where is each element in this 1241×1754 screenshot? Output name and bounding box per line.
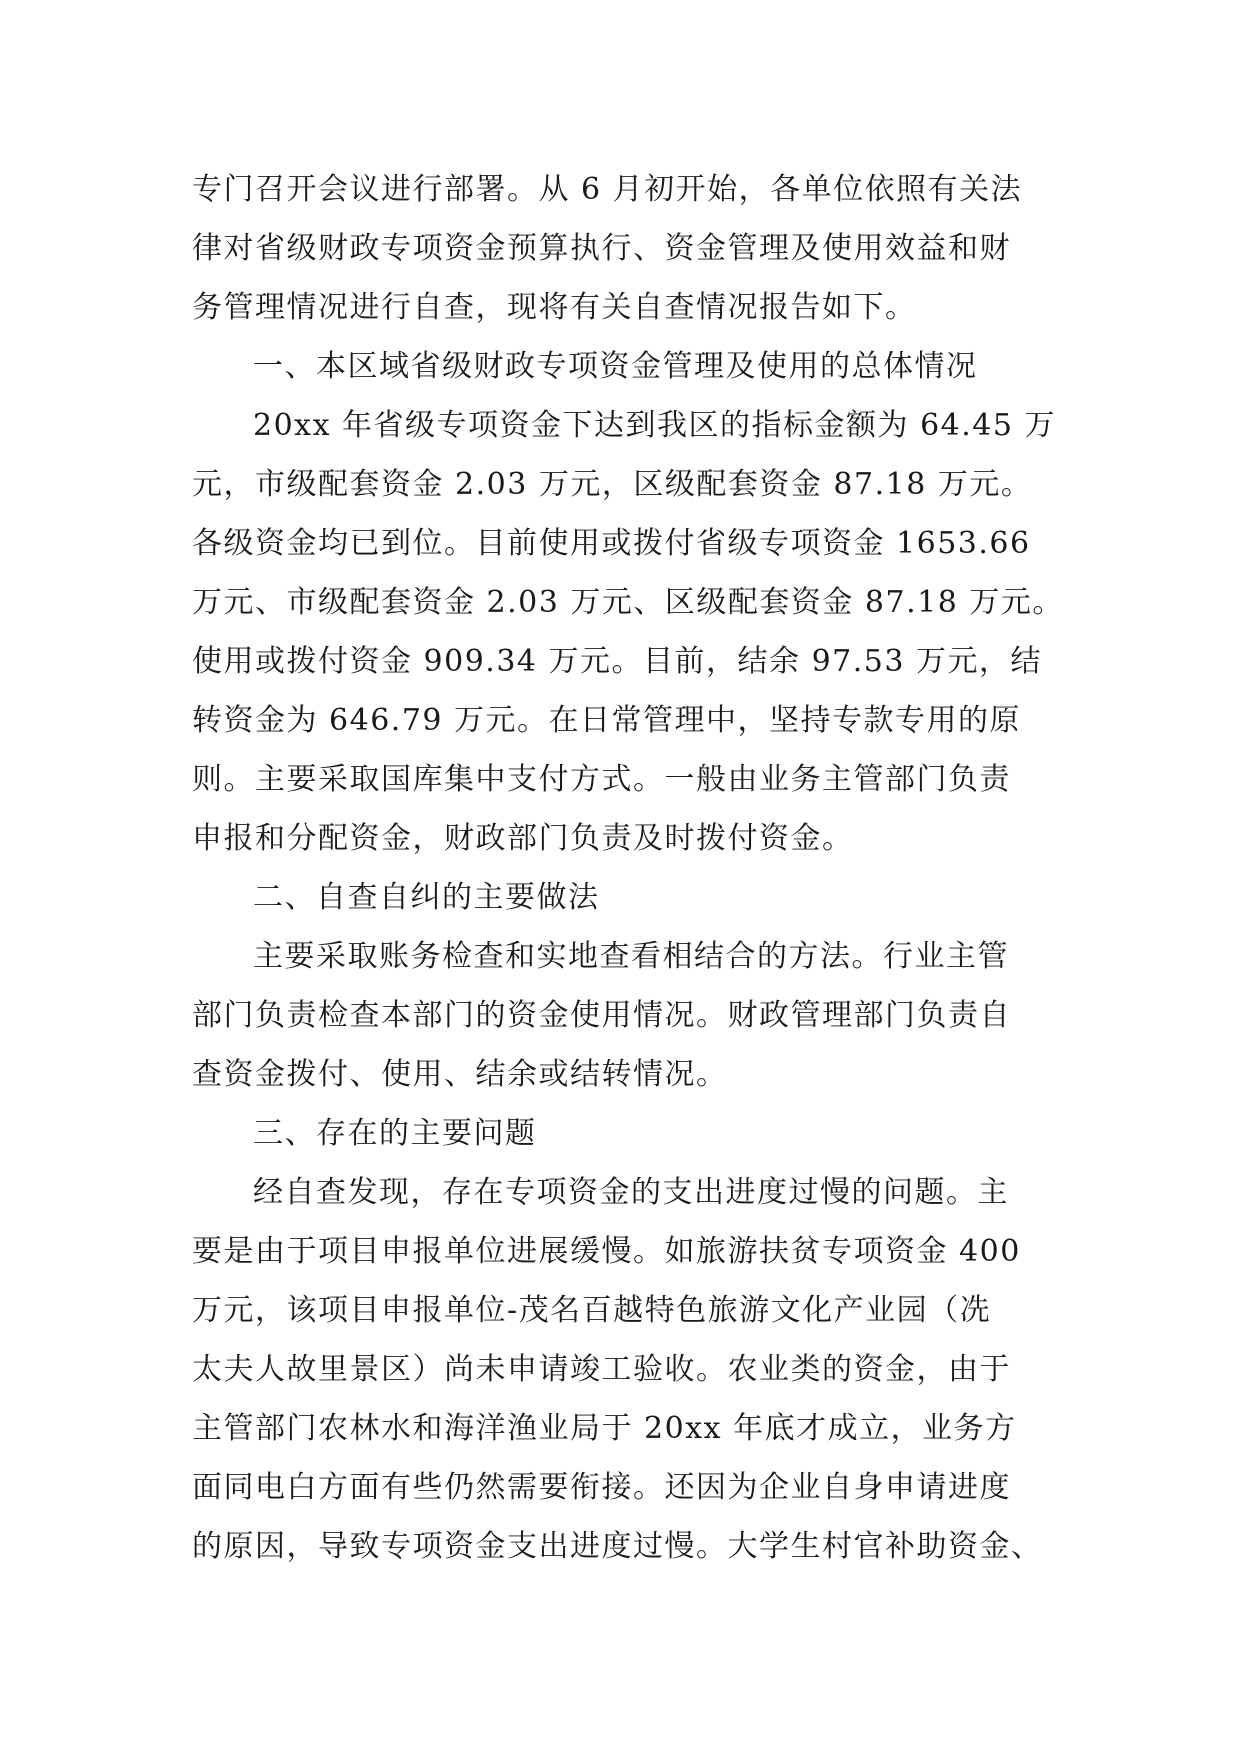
text-line: 使用或拨付资金 909.34 万元。目前，结余 97.53 万元，结 (192, 644, 1042, 679)
text-line: 经自查发现，存在专项资金的支出进度过慢的问题。主 (253, 1175, 1009, 1210)
text-line: 主管部门农林水和海洋渔业局于 20xx 年底才成立，业务方 (192, 1411, 1017, 1446)
text-line: 各级资金均已到位。目前使用或拨付省级专项资金 1653.66 (192, 526, 1031, 561)
text-line: 的原因，导致专项资金支出进度过慢。大学生村官补助资金、 (192, 1529, 1043, 1564)
section-heading-3: 三、存在的主要问题 (253, 1116, 537, 1151)
text-line: 太夫人故里景区）尚未申请竣工验收。农业类的资金，由于 (192, 1352, 1011, 1387)
text-line: 务管理情况进行自查，现将有关自查情况报告如下。 (192, 290, 917, 325)
text-line: 要是由于项目申报单位进展缓慢。如旅游扶贫专项资金 400 (192, 1234, 1021, 1269)
text-line: 元，市级配套资金 2.03 万元，区级配套资金 87.18 万元。 (192, 467, 1033, 502)
text-line: 转资金为 646.79 万元。在日常管理中，坚持专款专用的原 (192, 703, 1022, 738)
text-line: 专门召开会议进行部署。从 6 月初开始，各单位依照有关法 (192, 172, 1023, 207)
text-line: 20xx 年省级专项资金下达到我区的指标金额为 64.45 万 (253, 408, 1057, 443)
section-heading-2: 二、自查自纠的主要做法 (253, 880, 600, 915)
text-line: 律对省级财政专项资金预算执行、资金管理及使用效益和财 (192, 231, 1011, 266)
text-line: 主要采取账务检查和实地查看相结合的方法。行业主管 (253, 939, 1009, 974)
text-line: 万元、市级配套资金 2.03 万元、区级配套资金 87.18 万元。 (192, 585, 1064, 620)
text-line: 部门负责检查本部门的资金使用情况。财政管理部门负责自 (192, 998, 1011, 1033)
text-line: 面同电白方面有些仍然需要衔接。还因为企业自身申请进度 (192, 1470, 1011, 1505)
document-body (192, 160, 1072, 1576)
section-heading-1: 一、本区域省级财政专项资金管理及使用的总体情况 (253, 349, 978, 384)
text-line: 查资金拨付、使用、结余或结转情况。 (192, 1057, 728, 1092)
text-line: 申报和分配资金，财政部门负责及时拨付资金。 (192, 821, 854, 856)
text-line: 万元，该项目申报单位-茂名百越特色旅游文化产业园（冼 (192, 1293, 992, 1328)
text-line: 则。主要采取国库集中支付方式。一般由业务主管部门负责 (192, 762, 1011, 797)
